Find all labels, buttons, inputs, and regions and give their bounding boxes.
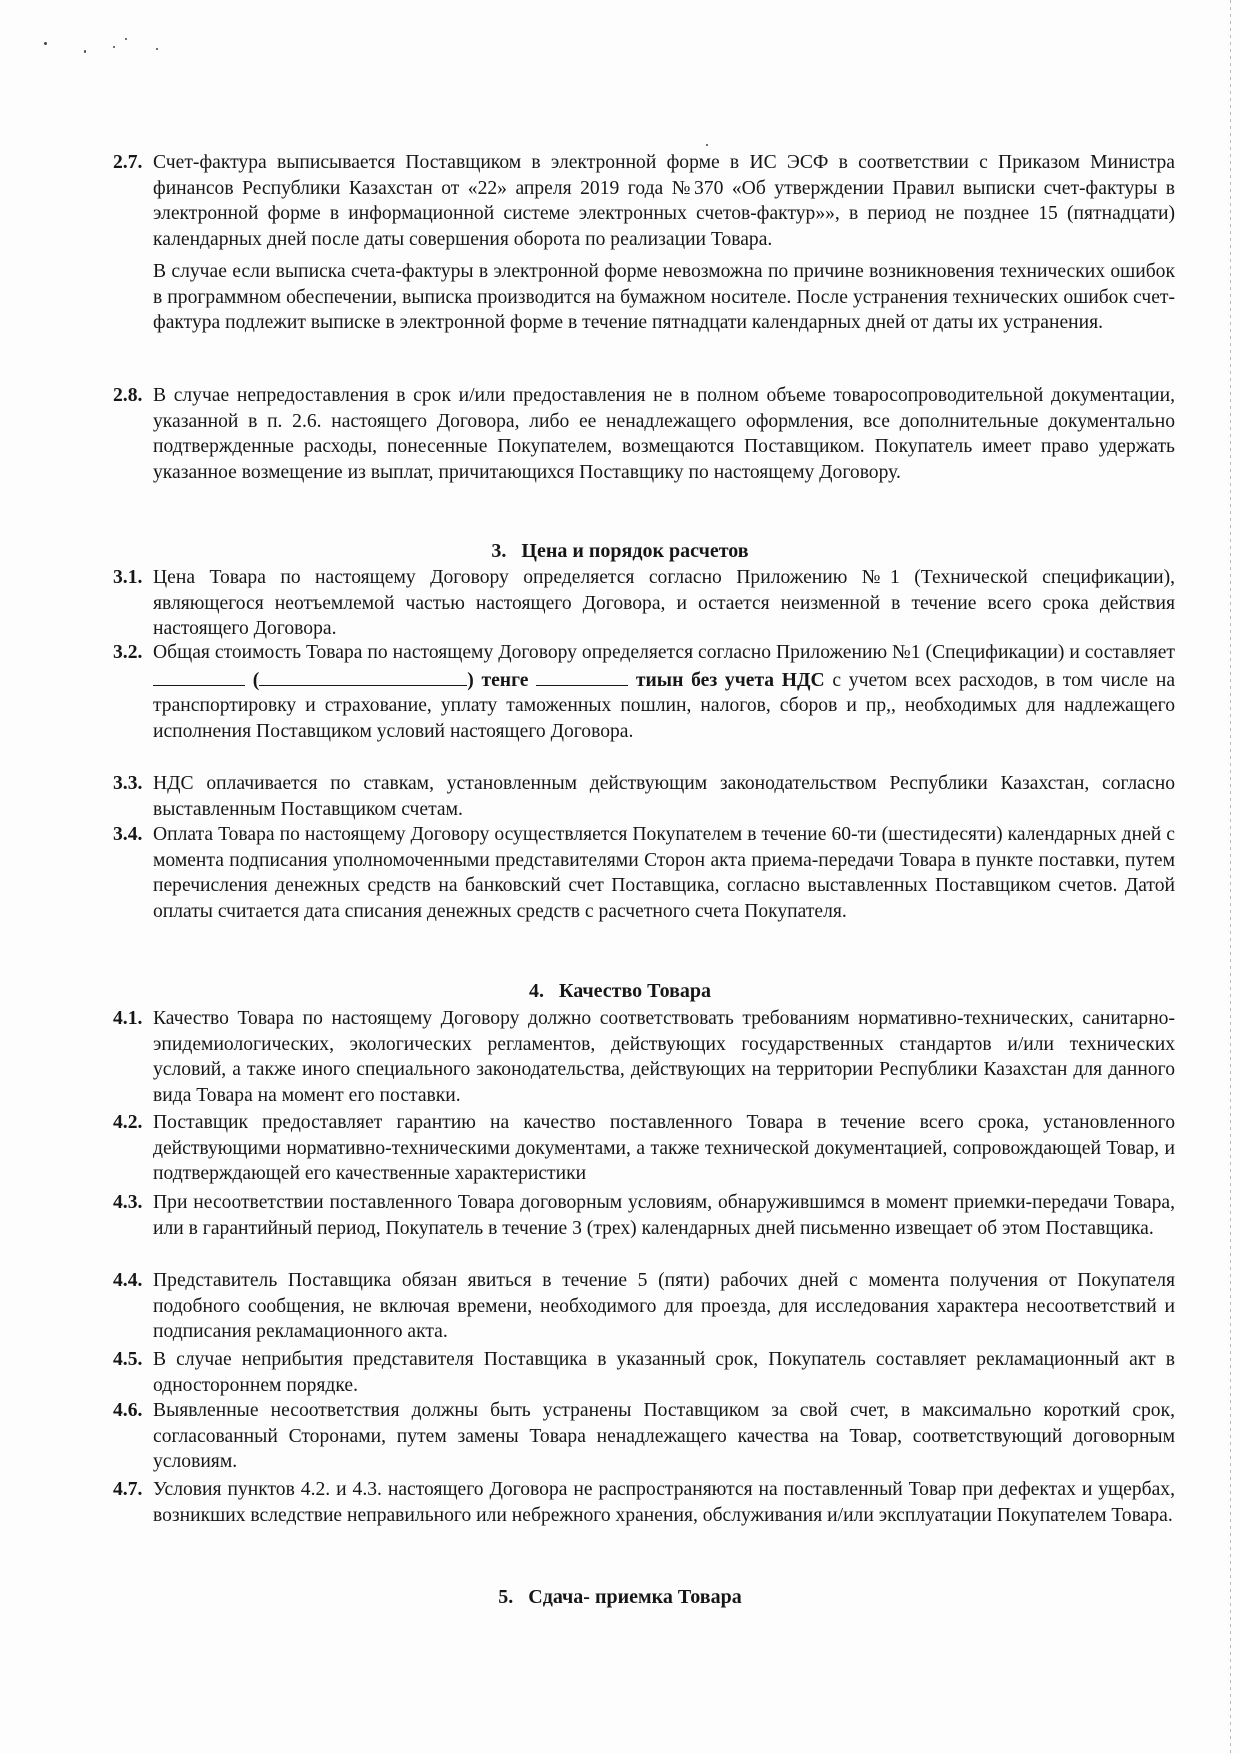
clause-text: Поставщик предоставляет гарантию на качество поставленного Товара в течение всего срока, установленного действующими нормативно-техническими документами, а также технической документацией, сопровождающей Товар, и подтверждающей его качественные характеристики — [153, 1112, 1175, 1184]
clause-text-part: с учетом всех расходов, в том числе на транспортировку и страхование, уплату таможенных пошлин, налогов, сборов и пр,, необходимых для надлежащего исполнения Поставщиком условий настоящего Договора. — [153, 669, 1176, 742]
section-number: 5. — [498, 1586, 514, 1608]
scan-speck — [156, 48, 158, 50]
clause-number: 4.4. — [113, 1270, 143, 1291]
scan-edge — [1230, 0, 1231, 1754]
clause-number: 4.5. — [113, 1349, 143, 1370]
section-title: Сдача- приемка Товара — [528, 1586, 742, 1608]
currency-label: ) тенге — [467, 669, 529, 691]
clause-text: Условия пунктов 4.2. и 4.3. настоящего Договора не распространяются на поставленный Товар при дефектах и ущербах, возникших вследствие неправильного или небрежного хранения, обслуживания и/или эксплуатации Покупателем Товара. — [153, 1479, 1175, 1526]
section-number: 3. — [491, 540, 507, 562]
clause-4-4 — [113, 1268, 1175, 1345]
clause-text — [153, 640, 1175, 744]
clause-4-1 — [113, 1006, 1175, 1108]
clause-number: 2.8. — [113, 385, 143, 406]
clause-number: 3.1. — [113, 567, 143, 588]
section-heading — [0, 539, 1240, 565]
clause-text: Качество Товара по настоящему Договору должно соответствовать требованиям нормативно-технических, санитарно-эпидемиологических, экологических регламентов, действующих государственных стандартов и/или технических условий, а также иного специального законодательства, действующих на территории Республики Казахстан для данного вида Товара на момент его поставки. — [153, 1008, 1175, 1106]
clause-2-8 — [113, 383, 1175, 485]
tiyn-blank — [536, 666, 628, 686]
clause-number: 4.3. — [113, 1192, 143, 1213]
clause-text: В случае непредоставления в срок и/или предоставления не в полном объеме товаросопроводительной документации, указанной в п. 2.6. настоящего Договора, либо ее ненадлежащего оформления, все дополнительные документально подтвержденные расходы, понесенные Покупателем, возмещаются Поставщиком. Покупатель имеет право удержать указанное возмещение из выплат, причитающихся Поставщику по настоящему Договору. — [153, 385, 1175, 483]
paren-open: ( — [252, 669, 260, 691]
clause-4-3 — [113, 1190, 1175, 1241]
clause-text-part: Общая стоимость Товара по настоящему Договору определяется согласно Приложению №1 (Спецификации) и составляет — [153, 642, 1175, 663]
section-title: Цена и порядок расчетов — [521, 540, 749, 562]
scan-speck — [44, 42, 47, 45]
clause-2-7 — [113, 150, 1175, 336]
clause-number: 3.3. — [113, 773, 143, 794]
clause-text: Цена Товара по настоящему Договору определяется согласно Приложению №1 (Технической спецификации), являющегося неотъемлемой частью настоящего Договора, и остается неизменной в течение всего срока действия настоящего Договора. — [153, 567, 1175, 639]
clause-text: НДС оплачивается по ставкам, установленным действующим законодательством Республики Казахстан, согласно выставленным Поставщиком счетам. — [153, 773, 1175, 820]
section-title: Качество Товара — [558, 980, 712, 1002]
section-heading — [0, 1585, 1240, 1611]
scan-speck — [113, 46, 115, 48]
clause-4-6 — [113, 1398, 1175, 1475]
clause-text: Выявленные несоответствия должны быть устранены Поставщиком за свой счет, в максимально короткий срок, согласованный Сторонами, путем замены Товара ненадлежащего качества на Товар, соответствующий договорным условиям. — [153, 1400, 1175, 1472]
clause-text: Счет-фактура выписывается Поставщиком в электронной форме в ИС ЭСФ в соответствии с Приказом Министра финансов Республики Казахстан от «22» апреля 2019 года №370 «Об утверждении Правил выписки счет-фактуры в электронной форме в информационной системе электронных счетов-фактур»», в период не позднее 15 (пятнадцати) календарных дней после даты совершения оборота по реализации Товара. — [153, 152, 1175, 250]
amount-blank — [153, 666, 245, 686]
scan-speck — [706, 144, 708, 146]
clause-number: 2.7. — [113, 152, 143, 173]
scan-speck — [125, 38, 127, 40]
clause-4-2 — [113, 1110, 1175, 1187]
amount-words-blank — [259, 666, 467, 686]
vat-note: тиын без учета НДС — [635, 669, 825, 691]
clause-text: Представитель Поставщика обязан явиться в течение 5 (пяти) рабочих дней с момента получения от Покупателя подобного сообщения, не включая времени, необходимого для проезда, для исследования характера несоответствий и подписания рекламационного акта. — [153, 1270, 1175, 1342]
clause-number: 4.7. — [113, 1479, 143, 1500]
clause-4-7 — [113, 1477, 1175, 1528]
clause-number: 4.6. — [113, 1400, 143, 1421]
section-heading — [0, 979, 1240, 1005]
clause-3-3 — [113, 771, 1175, 822]
clause-number: 3.4. — [113, 824, 143, 845]
clause-text: В случае если выписка счета-фактуры в электронной форме невозможна по причине возникновения технических ошибок в программном обеспечении, выписка производится на бумажном носителе. После устранения технических ошибок счет-фактура подлежит выписке в электронной форме в течение пятнадцати календарных дней от даты их устранения. — [153, 261, 1175, 333]
clause-text: Оплата Товара по настоящему Договору осуществляется Покупателем в течение 60-ти (шестидесяти) календарных дней с момента подписания уполномоченными представителями Сторон акта приема-передачи Товара в пункте поставки, путем перечисления денежных средств на банковский счет Поставщика, согласно выставленных Поставщиком счетов. Датой оплаты считается дата списания денежных средств с расчетного счета Покупателя. — [153, 824, 1175, 922]
clause-4-5 — [113, 1347, 1175, 1398]
clause-3-4 — [113, 822, 1175, 924]
clause-number: 3.2. — [113, 642, 143, 663]
clause-number: 4.2. — [113, 1112, 143, 1133]
clause-3-1 — [113, 565, 1175, 642]
clause-3-2 — [113, 640, 1175, 744]
scan-speck — [84, 50, 86, 53]
clause-number: 4.1. — [113, 1008, 143, 1029]
section-number: 4. — [528, 980, 544, 1002]
clause-text: В случае неприбытия представителя Поставщика в указанный срок, Покупатель составляет рекламационный акт в одностороннем порядке. — [153, 1349, 1175, 1396]
clause-text: При несоответствии поставленного Товара договорным условиям, обнаружившимся в момент приемки-передачи Товара, или в гарантийный период, Покупатель в течение 3 (трех) календарных дней письменно извещает об этом Поставщика. — [153, 1192, 1175, 1239]
